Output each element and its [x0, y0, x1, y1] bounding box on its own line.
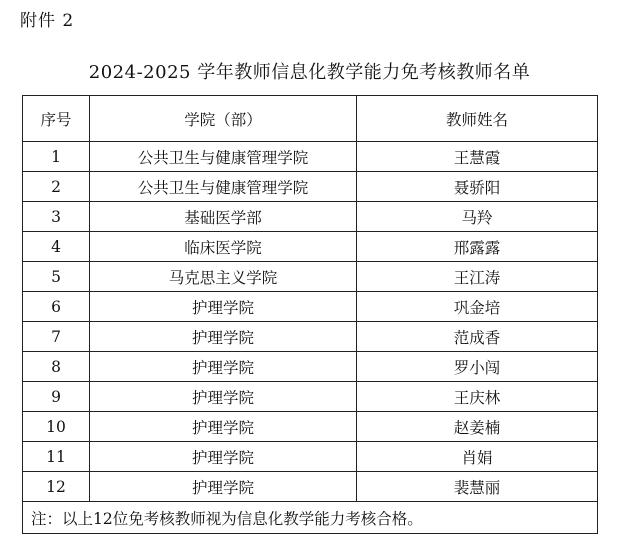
header-teacher-name: 教师姓名 [357, 96, 598, 142]
serial-number-cell: 6 [23, 292, 90, 322]
serial-number-cell: 11 [23, 442, 90, 472]
table-row [23, 442, 598, 472]
table-row [23, 232, 598, 262]
serial-number-cell: 7 [23, 322, 90, 352]
header-serial-number: 序号 [23, 96, 90, 142]
college-cell: 护理学院 [90, 472, 357, 502]
table-row [23, 472, 598, 502]
teacher-name-cell: 罗小闯 [357, 352, 598, 382]
college-cell: 护理学院 [90, 412, 357, 442]
teacher-name-cell: 王庆林 [357, 382, 598, 412]
table-header-row [23, 96, 598, 142]
college-cell: 护理学院 [90, 442, 357, 472]
college-cell: 护理学院 [90, 322, 357, 352]
serial-number-cell: 10 [23, 412, 90, 442]
teacher-name-cell: 赵姜楠 [357, 412, 598, 442]
teacher-name-cell: 裴慧丽 [357, 472, 598, 502]
teacher-name-cell: 范成香 [357, 322, 598, 352]
serial-number-cell: 12 [23, 472, 90, 502]
teacher-name-cell: 马羚 [357, 202, 598, 232]
table-row [23, 292, 598, 322]
serial-number-cell: 8 [23, 352, 90, 382]
table-row [23, 202, 598, 232]
attachment-label: 附件 2 [20, 11, 75, 31]
serial-number-cell: 2 [23, 172, 90, 202]
teacher-name-cell: 王慧霞 [357, 142, 598, 172]
college-cell: 公共卫生与健康管理学院 [90, 142, 357, 172]
college-cell: 基础医学部 [90, 202, 357, 232]
teacher-name-cell: 巩金培 [357, 292, 598, 322]
table-row [23, 142, 598, 172]
teacher-name-cell: 王江涛 [357, 262, 598, 292]
serial-number-cell: 9 [23, 382, 90, 412]
college-cell: 护理学院 [90, 292, 357, 322]
table-row [23, 262, 598, 292]
college-cell: 护理学院 [90, 382, 357, 412]
teacher-name-cell: 肖娟 [357, 442, 598, 472]
document-title: 2024-2025 学年教师信息化教学能力免考核教师名单 [88, 62, 531, 83]
table-row [23, 172, 598, 202]
serial-number-cell: 4 [23, 232, 90, 262]
serial-number-cell: 5 [23, 262, 90, 292]
college-cell: 公共卫生与健康管理学院 [90, 172, 357, 202]
teacher-name-cell: 邢露露 [357, 232, 598, 262]
note-row [23, 502, 598, 534]
note-text: 注：以上12位免考核教师视为信息化教学能力考核合格。 [23, 502, 598, 534]
table-row [23, 322, 598, 352]
table-row [23, 382, 598, 412]
college-cell: 马克思主义学院 [90, 262, 357, 292]
college-cell: 临床医学院 [90, 232, 357, 262]
teacher-list-table [22, 95, 598, 534]
college-cell: 护理学院 [90, 352, 357, 382]
table-row [23, 412, 598, 442]
serial-number-cell: 3 [23, 202, 90, 232]
serial-number-cell: 1 [23, 142, 90, 172]
header-college: 学院（部） [90, 96, 357, 142]
teacher-name-cell: 聂骄阳 [357, 172, 598, 202]
table-row [23, 352, 598, 382]
